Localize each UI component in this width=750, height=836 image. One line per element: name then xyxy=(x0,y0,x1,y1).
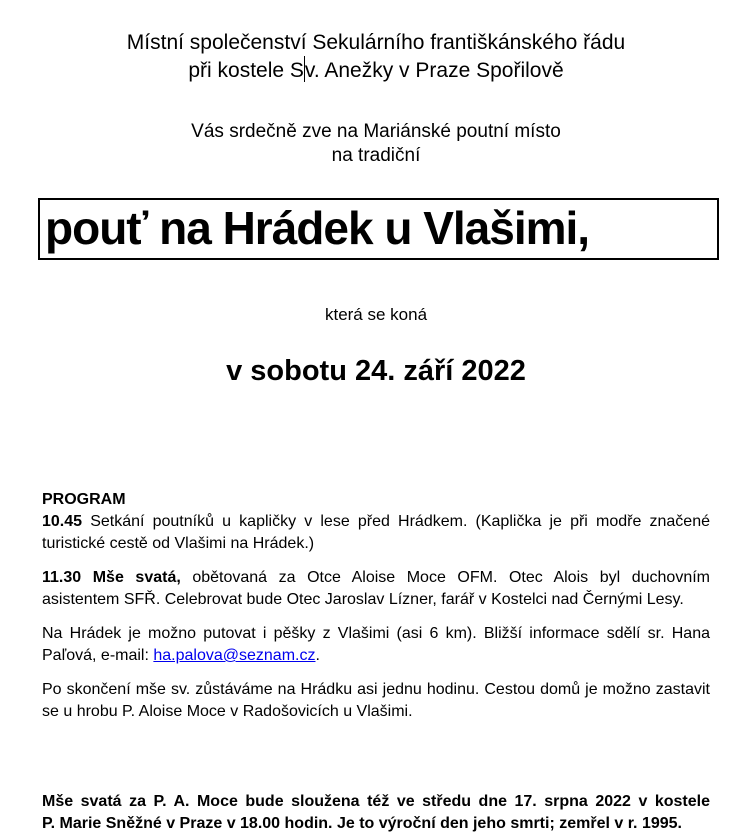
info-paragraph xyxy=(42,623,710,667)
footer-line-1: Mše svatá za P. A. Moce bude sloužena též ve středu dne 17. srpna 2022 v kostele xyxy=(42,793,710,810)
program-item-2-lead: 11.30 Mše svatá, xyxy=(42,569,181,586)
program-item-2-line-1 xyxy=(42,567,710,589)
info-line-2 xyxy=(42,645,710,667)
program-section xyxy=(42,489,710,835)
program-item-1-line-1 xyxy=(42,511,710,533)
info-line-2-text: Paľová, e-mail: xyxy=(42,647,154,664)
note-line-2: se u hrobu P. Aloise Moce v Radošovicích u Vlašimi. xyxy=(42,703,413,720)
document-header xyxy=(42,30,710,84)
event-date: v sobotu 24. září 2022 xyxy=(226,355,526,387)
header-line-2-after-caret: v. Anežky v Praze Spořilově xyxy=(304,59,564,82)
note-line-1: Po skončení mše sv. zůstáváme na Hrádku asi jednu hodinu. Cestou domů je možno zastavit xyxy=(42,681,710,698)
event-title: pouť na Hrádek u Vlašimi, xyxy=(45,202,590,254)
note-paragraph xyxy=(42,679,710,723)
email-link[interactable]: ha.palova@seznam.cz xyxy=(153,647,316,664)
program-item-1-line-2: turistické cestě od Vlašimi na Hrádek.) xyxy=(42,535,315,552)
program-item-1-text: Setkání poutníků u kapličky v lese před Hrádkem. (Kaplička je při modře značené xyxy=(82,513,710,530)
program-item-2-text: obětovaná za Otce Aloise Moce OFM. Otec Alois byl duchovním xyxy=(180,569,710,586)
subtitle-line: která se koná xyxy=(324,305,428,324)
info-line-2-period: . xyxy=(315,647,320,664)
header-line-1: Místní společenství Sekulárního františkánského řádu xyxy=(126,31,626,54)
header-line-2 xyxy=(42,56,710,84)
program-item-1-time: 10.45 xyxy=(42,513,83,530)
invite-line-1: Vás srdečně zve na Mariánské poutní místo xyxy=(191,121,561,142)
invite-line-2: na tradiční xyxy=(331,145,421,166)
title-banner-box xyxy=(38,198,719,260)
program-paragraph-2 xyxy=(42,567,710,611)
program-item-2-line-2: asistentem SFŘ. Celebrovat bude Otec Jaroslav Lízner, farář v Kostelci nad Černými Lesy. xyxy=(42,591,684,608)
program-paragraph-1 xyxy=(42,489,710,555)
header-line-2-before-caret: při kostele S xyxy=(188,59,304,82)
invitation-lines xyxy=(42,120,710,168)
info-line-1: Na Hrádek je možno putovat i pěšky z Vlašimi (asi 6 km). Bližší informace sdělí sr. Hana xyxy=(42,625,710,642)
program-heading: PROGRAM xyxy=(42,491,126,508)
footer-notice xyxy=(42,791,710,835)
footer-line-2: P. Marie Sněžné v Praze v 18.00 hodin. Je to výroční den jeho smrti; zemřel v r. 1995. xyxy=(42,815,682,832)
